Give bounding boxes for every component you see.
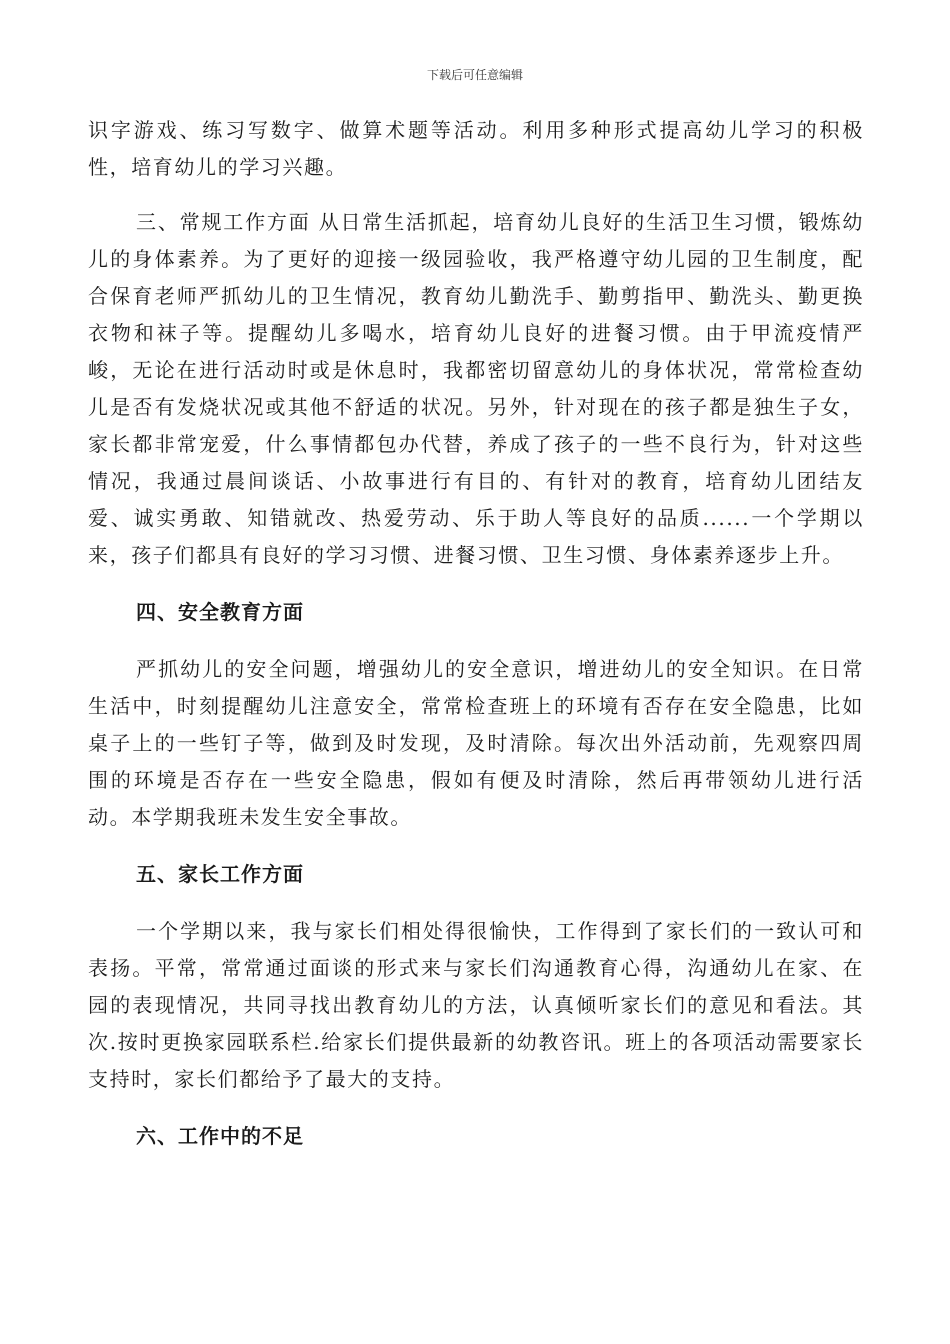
paragraph-safety-education: 严抓幼儿的安全问题，增强幼儿的安全意识，增进幼儿的安全知识。在日常生活中，时刻提醒幼儿注意安全，常常检查班上的环境有否存在安全隐患，比如桌子上的一些钉子等，做到及时发现，及时清除。每次出外活动前，先观察四周围的环境是否存在一些安全隐患，假如有便及时清除，然后再带领幼儿进行活动。本学期我班未发生安全事故。 [88,657,864,829]
heading-safety-education: 四、安全教育方面 [136,600,304,624]
paragraph-parent-work: 一个学期以来，我与家长们相处得很愉快，工作得到了家长们的一致认可和表扬。平常，常常通过面谈的形式来与家长们沟通教育心得，沟通幼儿在家、在园的表现情况，共同寻找出教育幼儿的方法，认真倾听家长们的意见和看法。其次.按时更换家园联系栏.给家长们提供最新的幼教咨讯。班上的各项活动需要家长支持时，家长们都给予了最大的支持。 [88,919,864,1091]
document-body [88,112,864,1155]
heading-parent-work: 五、家长工作方面 [136,862,304,886]
heading-shortcomings: 六、工作中的不足 [136,1124,304,1148]
paragraph-routine-work: 三、常规工作方面 从日常生活抓起，培育幼儿良好的生活卫生习惯，锻炼幼儿的身体素养。为了更好的迎接一级园验收，我严格遵守幼儿园的卫生制度，配合保育老师严抓幼儿的卫生情况，教育幼儿勤洗手、勤剪指甲、勤洗头、勤更换衣物和袜子等。提醒幼儿多喝水，培育幼儿良好的进餐习惯。由于甲流疫情严峻，无论在进行活动时或是休息时，我都密切留意幼儿的身体状况，常常检查幼儿是否有发烧状况或其他不舒适的状况。另外，针对现在的孩子都是独生子女，家长都非常宠爱，什么事情都包办代替，养成了孩子的一些不良行为，针对这些情况，我通过晨间谈话、小故事进行有目的、有针对的教育，培育幼儿团结友爱、诚实勇敢、知错就改、热爱劳动、乐于助人等良好的品质......一个学期以来，孩子们都具有良好的学习习惯、进餐习惯、卫生习惯、身体素养逐步上升。 [88,210,864,567]
paragraph-learning-activities: 识字游戏、练习写数字、做算术题等活动。利用多种形式提高幼儿学习的积极性，培育幼儿的学习兴趣。 [88,118,864,179]
page-header: 下载后可任意编辑 [426,68,523,82]
